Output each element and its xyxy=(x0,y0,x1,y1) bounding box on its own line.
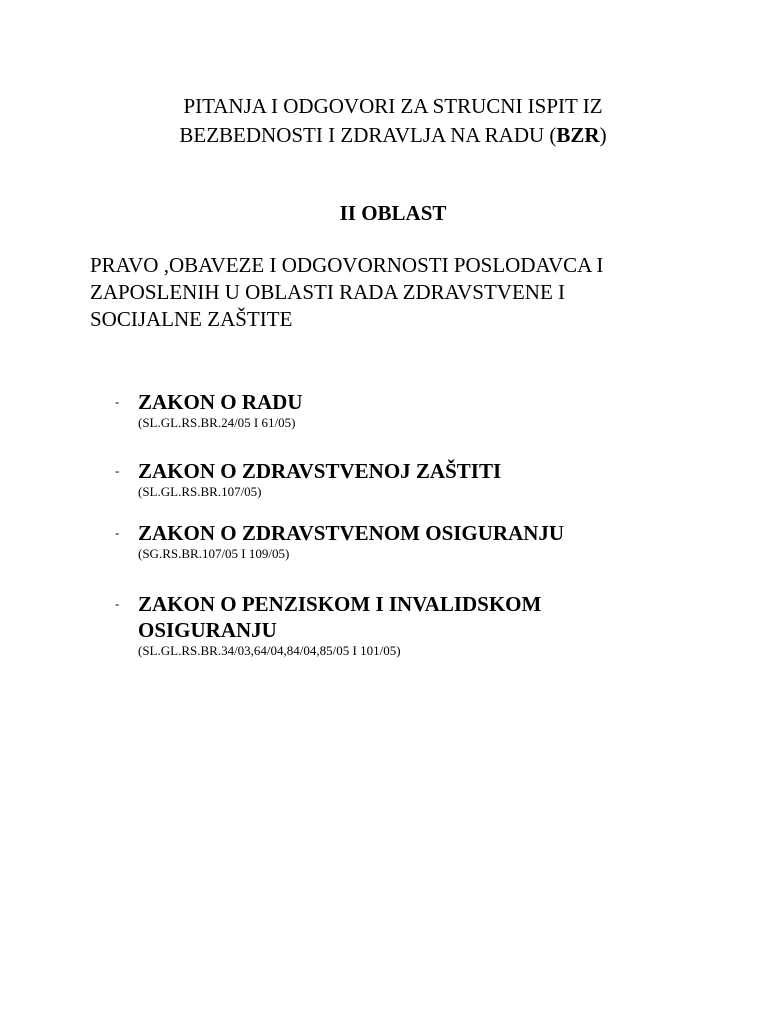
bullet-dash: - xyxy=(115,394,120,409)
title-abbreviation: BZR xyxy=(556,123,600,147)
subtitle xyxy=(90,252,690,333)
law-name: ZAKON O RADU xyxy=(138,390,303,414)
law-reference: (SG.RS.BR.107/05 I 109/05) xyxy=(138,546,290,561)
law-reference: (SL.GL.RS.BR.34/03,64/04,84/04,85/05 I 101/05) xyxy=(138,643,401,658)
title-line-2 xyxy=(0,121,768,150)
law-name-line-2: OSIGURANJU xyxy=(138,618,277,642)
bullet-dash: - xyxy=(115,596,120,611)
document-title xyxy=(0,92,768,150)
law-item-radu xyxy=(115,389,715,431)
law-name: ZAKON O ZDRAVSTVENOM OSIGURANJU xyxy=(138,521,565,545)
law-name: ZAKON O ZDRAVSTVENOJ ZAŠTITI xyxy=(138,459,502,483)
law-item-penzisko-osiguranje xyxy=(115,591,715,659)
title-line-2-prefix: BEZBEDNOSTI I ZDRAVLJA NA RADU ( xyxy=(179,123,557,147)
title-line-1: PITANJA I ODGOVORI ZA STRUCNI ISPIT IZ xyxy=(183,94,603,118)
law-name-line-1: ZAKON O PENZISKOM I INVALIDSKOM xyxy=(138,592,542,616)
law-reference: (SL.GL.RS.BR.24/05 I 61/05) xyxy=(138,415,296,430)
bullet-dash: - xyxy=(115,463,120,478)
title-line-2-suffix: ) xyxy=(599,123,607,147)
section-heading: II OBLAST xyxy=(339,201,447,225)
law-reference: (SL.GL.RS.BR.107/05) xyxy=(138,484,262,499)
law-item-zdravstvena-zastita xyxy=(115,458,715,500)
law-item-zdravstveno-osiguranje xyxy=(115,520,715,562)
bullet-dash: - xyxy=(115,525,120,540)
subtitle-line-3: SOCIJALNE ZAŠTITE xyxy=(90,307,293,331)
subtitle-line-2: ZAPOSLENIH U OBLASTI RADA ZDRAVSTVENE I xyxy=(90,280,566,304)
subtitle-line-1: PRAVO ,OBAVEZE I ODGOVORNOSTI POSLODAVCA I xyxy=(90,253,604,277)
